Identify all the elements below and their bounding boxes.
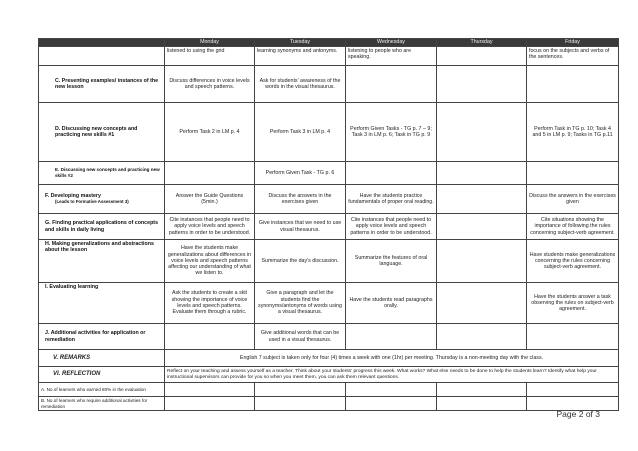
cell-friday: Have students make generalizations concerning the rules concerning subject-verb agreement. [527,240,619,283]
cell-thursday [437,47,527,66]
cell-monday: listened to using the grid [165,47,255,66]
row-label-text: F. Developing mastery [45,192,101,199]
cell-tuesday: learning synonyms and antonyms. [255,47,346,66]
row-label: B. No.of learners who require additional activities for remediation [39,397,165,411]
cell-wednesday [346,383,437,397]
cell-monday [165,383,255,397]
reflection-text: Reflect on your teaching and assess yourself as a teacher. Think about your students' progress this week. What works? What else needs to be done to help the students learn? Identify what help your instructional supervisors can provide for you so when you meet them, you can ask them relevant questions. [165,367,619,383]
header-friday: Friday [527,39,619,47]
cell-monday: Discuss differences in voice levels and speech patterns. [165,66,255,103]
row-label [39,185,165,214]
reflection-label: VI. REFLECTION [39,367,165,383]
cell-monday: Answer the Guide Questions (5min.) [165,185,255,214]
cell-thursday [437,283,527,324]
remarks-text: English 7 subject is taken only for four (4) times a week with one (1hr) per meeting. Thursday is a non-meeting day with the class. [165,350,619,367]
cell-thursday [437,324,527,350]
row-label-text: C. Presenting examples/ instances of the new lesson [55,77,159,90]
cell-thursday [437,103,527,162]
cell-wednesday: Have the students read paragraphs orally. [346,283,437,324]
remarks-row [39,350,619,367]
cell-wednesday: Perform Given Tasks - TG p. 7 – 9; Task 3 in LM p. 6; Task in TG p. 9 [346,103,437,162]
table-row [39,397,619,411]
table-row [39,214,619,240]
cell-tuesday: Give a paragraph and let the students find the synonyms/antonyms of words using a visual thesaurus. [255,283,346,324]
header-thursday: Thursday [437,39,527,47]
cell-wednesday [346,397,437,411]
cell-wednesday: listening to people who are speaking. [346,47,437,66]
cell-tuesday: Give instances that we need to use visual thesaurus. [255,214,346,240]
table-row [39,66,619,103]
cell-monday: Cite instances that people need to apply voice levels and speech patterns in order to be understood. [165,214,255,240]
cell-thursday [437,240,527,283]
row-label [39,240,165,283]
row-label [39,47,165,66]
reflection-row [39,367,619,383]
cell-monday [165,324,255,350]
table-row [39,47,619,66]
cell-thursday [437,185,527,214]
cell-tuesday: Summarize the day's discussion. [255,240,346,283]
cell-tuesday [255,383,346,397]
cell-thursday [437,383,527,397]
cell-tuesday: Perform Given Task - TG p. 6 [255,162,346,185]
table-row [39,324,619,350]
row-label-text: H. Making generalizations and abstractions about the lesson [45,241,154,254]
cell-friday [527,66,619,103]
row-label-text: E. Discussing new concepts and practicing new skills #2 [55,166,160,178]
header-tuesday: Tuesday [255,39,346,47]
cell-friday: Cite situations showing the importance of following the rules concerning subject-verb agreement. [527,214,619,240]
cell-wednesday [346,324,437,350]
daily-lesson-log-table [38,38,619,411]
header-wednesday: Wednesday [346,39,437,47]
cell-tuesday: Discuss the answers in the exercises given [255,185,346,214]
table-row [39,185,619,214]
table-row [39,162,619,185]
cell-tuesday: Perform Task 3 in LM p. 4 [255,103,346,162]
cell-wednesday [346,66,437,103]
cell-thursday [437,214,527,240]
row-label [39,283,165,324]
cell-wednesday: Have the students practice fundamentals of proper oral reading. [346,185,437,214]
row-label [39,214,165,240]
row-label-text: D. Discussing new concepts and practicing new skills #1 [55,125,138,138]
cell-monday [165,162,255,185]
remarks-label: V. REMARKS [39,350,165,367]
table-row [39,240,619,283]
cell-wednesday [346,162,437,185]
table-row [39,103,619,162]
cell-tuesday: Ask for students' awareness of the words in the visual thesaurus. [255,66,346,103]
cell-tuesday [255,397,346,411]
cell-wednesday: Cite instances that people need to apply voice levels and speech patterns in order to be understood. [346,214,437,240]
cell-friday: Have the students answer a task observing the rules on subject-verb agreement. [527,283,619,324]
cell-monday: Have the students make generalizations about differences in voice levels and speech patterns affecting our understanding of what we listen to. [165,240,255,283]
lesson-plan-sheet [38,38,618,411]
row-label-text: G. Finding practical applications of concepts and skills in daily living [45,220,159,233]
cell-friday: Discuss the answers in the exercises given [527,185,619,214]
cell-friday [527,324,619,350]
cell-monday: Perform Task 2 in LM p. 4 [165,103,255,162]
row-sublabel-text: (Leads to Formative Assessment 3) [55,199,129,204]
row-label: A. No.of learners who earned 80% in the evaluation [39,383,165,397]
day-header-row [39,39,619,47]
row-label [39,66,165,103]
cell-monday: Ask the students to create a skit showing the importance of voice levels and speech patterns. Evaluate them through a rubric. [165,283,255,324]
header-blank [39,39,165,47]
row-label [39,103,165,162]
cell-monday [165,397,255,411]
cell-thursday [437,397,527,411]
row-label [39,324,165,350]
table-row [39,283,619,324]
row-label-text: J. Additional activities for application or remediation [45,330,146,343]
cell-friday [527,162,619,185]
header-monday: Monday [165,39,255,47]
row-label [39,162,165,185]
cell-wednesday: Summarize the features of oral language. [346,240,437,283]
table-row [39,383,619,397]
cell-friday: Perform Task in TG p. 10; Task 4 and 5 in LM p. 9; Tasks in TG p.11 [527,103,619,162]
page-number: Page 2 of 3 [556,409,600,419]
row-label-text: I. Evaluating learning [45,284,99,290]
cell-tuesday: Give additional words that can be used in a visual thesaurus. [255,324,346,350]
cell-friday [527,383,619,397]
cell-friday: focus on the subjects and verbs of the sentences. [527,47,619,66]
cell-thursday [437,162,527,185]
cell-thursday [437,66,527,103]
